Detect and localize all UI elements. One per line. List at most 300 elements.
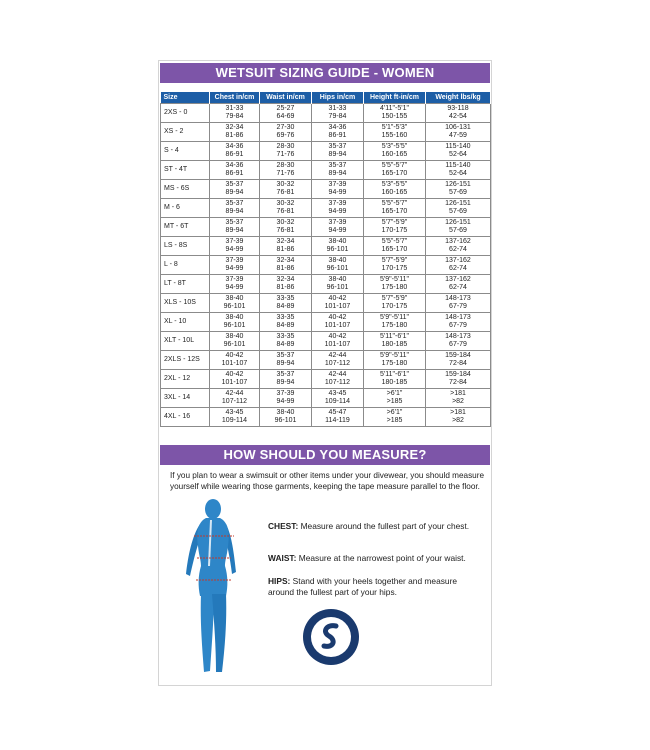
table-row xyxy=(161,389,491,408)
cell-value: 38-40 xyxy=(225,314,244,321)
cell-value: 71-76 xyxy=(276,170,295,177)
cell-value: 170-175 xyxy=(381,303,408,310)
measurement-cell xyxy=(260,142,312,161)
cell-value: >185 xyxy=(386,417,403,424)
size-cell: LS - 8S xyxy=(161,237,210,256)
table-row xyxy=(161,142,491,161)
measurement-cell xyxy=(210,180,260,199)
size-cell: M - 6 xyxy=(161,199,210,218)
cell-value: 84-89 xyxy=(276,303,295,310)
cell-value: 96-101 xyxy=(326,284,349,291)
wetsuit-figure xyxy=(170,496,260,681)
waist-text: Measure at the narrowest point of your waist. xyxy=(298,553,466,563)
size-cell: XS - 2 xyxy=(161,123,210,142)
hips-text: Stand with your heels together and measure around the fullest part of your hips. xyxy=(268,576,458,597)
cell-value: 34-36 xyxy=(328,124,347,131)
measure-title: HOW SHOULD YOU MEASURE? xyxy=(160,445,490,465)
cell-value: 165-170 xyxy=(381,208,408,215)
cell-value: 101-107 xyxy=(324,322,351,329)
cell-value: 4'11"-5'1" xyxy=(380,105,409,112)
cell-value: 52-64 xyxy=(449,151,467,158)
cell-value: >6'1" xyxy=(386,409,403,416)
measurement-cell xyxy=(260,199,312,218)
cell-value: 86-91 xyxy=(328,132,347,139)
cell-value: 69-76 xyxy=(276,132,295,139)
measurement-cell xyxy=(312,180,364,199)
hips-label: HIPS: xyxy=(268,576,291,586)
measurement-cell xyxy=(312,370,364,389)
cell-value: 37-39 xyxy=(276,390,295,397)
measurement-cell xyxy=(364,408,426,427)
measurement-cell xyxy=(364,180,426,199)
cell-value: >82 xyxy=(452,398,464,405)
cell-value: 159-184 xyxy=(445,352,471,359)
cell-value: 79-84 xyxy=(328,113,347,120)
measurement-cell xyxy=(210,408,260,427)
cell-value: 42-44 xyxy=(225,390,244,397)
cell-value: 107-112 xyxy=(324,360,351,367)
cell-value: 45-47 xyxy=(328,409,347,416)
measurement-cell xyxy=(426,199,491,218)
cell-value: 101-107 xyxy=(324,341,351,348)
cell-value: 94-99 xyxy=(225,284,244,291)
cell-value: 5'9"-5'11" xyxy=(380,352,409,359)
cell-value: >185 xyxy=(386,398,403,405)
cell-value: 30-32 xyxy=(276,200,295,207)
table-row xyxy=(161,408,491,427)
cell-value: 94-99 xyxy=(225,265,244,272)
measurement-cell xyxy=(210,313,260,332)
cell-value: 5'7"-5'9" xyxy=(381,295,408,302)
cell-value: 37-39 xyxy=(225,257,244,264)
cell-value: 126-151 xyxy=(445,219,471,226)
cell-value: 93-118 xyxy=(447,105,469,112)
cell-value: 52-64 xyxy=(449,170,467,177)
column-header: Waist in/cm xyxy=(260,92,312,104)
size-table xyxy=(160,92,491,427)
cell-value: 40-42 xyxy=(225,352,244,359)
cell-value: 28-30 xyxy=(276,143,295,150)
measurement-cell xyxy=(260,180,312,199)
measurement-cell xyxy=(426,237,491,256)
cell-value: 137-162 xyxy=(445,257,471,264)
cell-value: 170-175 xyxy=(381,227,408,234)
cell-value: 31-33 xyxy=(225,105,244,112)
cell-value: 37-39 xyxy=(225,276,244,283)
measurement-cell xyxy=(364,142,426,161)
table-row xyxy=(161,275,491,294)
measurement-cell xyxy=(210,161,260,180)
cell-value: 67-79 xyxy=(449,341,467,348)
measurement-cell xyxy=(260,275,312,294)
measurement-cell xyxy=(210,256,260,275)
cell-value: 35-37 xyxy=(276,352,295,359)
cell-value: 137-162 xyxy=(445,238,471,245)
cell-value: 89-94 xyxy=(225,189,244,196)
chest-text: Measure around the fullest part of your chest. xyxy=(300,521,470,531)
cell-value: 37-39 xyxy=(328,181,347,188)
cell-value: 62-74 xyxy=(449,265,467,272)
measurement-cell xyxy=(312,218,364,237)
size-cell: XLS - 10S xyxy=(161,294,210,313)
measurement-cell xyxy=(210,275,260,294)
cell-value: 37-39 xyxy=(225,238,244,245)
cell-value: >82 xyxy=(452,417,464,424)
cell-value: 115-140 xyxy=(445,143,471,150)
table-row xyxy=(161,161,491,180)
cell-value: 71-76 xyxy=(276,151,295,158)
measurement-cell xyxy=(426,161,491,180)
cell-value: 137-162 xyxy=(445,276,471,283)
cell-value: 115-140 xyxy=(445,162,471,169)
cell-value: 62-74 xyxy=(449,284,467,291)
measurement-cell xyxy=(312,142,364,161)
measurement-cell xyxy=(210,199,260,218)
measurement-cell xyxy=(210,237,260,256)
cell-value: 40-42 xyxy=(225,371,244,378)
cell-value: 43-45 xyxy=(328,390,347,397)
column-header: Weight lbs/kg xyxy=(426,92,491,104)
cell-value: 47-59 xyxy=(449,132,467,139)
cell-value: 35-37 xyxy=(276,371,295,378)
cell-value: 81-86 xyxy=(276,284,295,291)
cell-value: 106-131 xyxy=(445,124,471,131)
cell-value: 76-81 xyxy=(276,189,295,196)
measurement-cell xyxy=(312,408,364,427)
table-row xyxy=(161,294,491,313)
measurement-cell xyxy=(210,389,260,408)
cell-value: 94-99 xyxy=(225,246,244,253)
cell-value: 148-173 xyxy=(445,314,471,321)
cell-value: 5'5"-5'7" xyxy=(381,238,408,245)
cell-value: 30-32 xyxy=(276,181,295,188)
measurement-cell xyxy=(426,332,491,351)
measurement-cell xyxy=(312,332,364,351)
measurement-cell xyxy=(312,256,364,275)
measurement-cell xyxy=(426,142,491,161)
cell-value: 76-81 xyxy=(276,227,295,234)
measurement-cell xyxy=(260,237,312,256)
measurement-cell xyxy=(426,389,491,408)
cell-value: 42-54 xyxy=(449,113,467,120)
cell-value: 38-40 xyxy=(225,295,244,302)
measurement-cell xyxy=(312,161,364,180)
measurement-cell xyxy=(426,218,491,237)
measurement-cell xyxy=(426,351,491,370)
size-cell: ST - 4T xyxy=(161,161,210,180)
cell-value: 5'5"-5'7" xyxy=(381,162,408,169)
table-row xyxy=(161,199,491,218)
measurement-cell xyxy=(210,370,260,389)
cell-value: 38-40 xyxy=(225,333,244,340)
measurement-cell xyxy=(210,104,260,123)
size-cell: MT - 6T xyxy=(161,218,210,237)
column-header: Chest in/cm xyxy=(210,92,260,104)
measurement-cell xyxy=(312,389,364,408)
measurement-cell xyxy=(312,275,364,294)
measurement-cell xyxy=(426,180,491,199)
cell-value: 76-81 xyxy=(276,208,295,215)
cell-value: 64-69 xyxy=(276,113,295,120)
measurement-cell xyxy=(426,370,491,389)
table-row xyxy=(161,123,491,142)
cell-value: 89-94 xyxy=(225,208,244,215)
cell-value: 37-39 xyxy=(328,219,347,226)
measurement-cell xyxy=(260,370,312,389)
cell-value: 32-34 xyxy=(276,276,295,283)
size-cell: XLT - 10L xyxy=(161,332,210,351)
cell-value: 89-94 xyxy=(276,360,295,367)
measurement-cell xyxy=(364,370,426,389)
measurement-cell xyxy=(260,104,312,123)
cell-value: 96-101 xyxy=(223,303,246,310)
cell-value: 38-40 xyxy=(328,238,347,245)
hips-instruction xyxy=(268,576,478,598)
cell-value: 25-27 xyxy=(276,105,295,112)
cell-value: 5'7"-5'9" xyxy=(381,219,408,226)
cell-value: 126-151 xyxy=(445,181,471,188)
cell-value: >181 xyxy=(450,390,466,397)
cell-value: 96-101 xyxy=(326,265,349,272)
cell-value: 79-84 xyxy=(225,113,244,120)
chest-label: CHEST: xyxy=(268,521,299,531)
cell-value: 155-160 xyxy=(381,132,408,139)
cell-value: 57-69 xyxy=(449,227,467,234)
cell-value: 165-170 xyxy=(381,170,408,177)
cell-value: 5'9"-5'11" xyxy=(380,314,409,321)
measurement-cell xyxy=(364,275,426,294)
measurement-cell xyxy=(260,389,312,408)
cell-value: 40-42 xyxy=(328,295,347,302)
measurement-cell xyxy=(260,218,312,237)
cell-value: 72-84 xyxy=(449,360,467,367)
cell-value: 89-94 xyxy=(328,151,347,158)
cell-value: 84-89 xyxy=(276,322,295,329)
cell-value: 165-170 xyxy=(381,246,408,253)
cell-value: 109-114 xyxy=(324,398,351,405)
cell-value: 96-101 xyxy=(326,246,349,253)
cell-value: 5'3"-5'5" xyxy=(381,181,408,188)
cell-value: 5'9"-5'11" xyxy=(380,276,409,283)
cell-value: 96-101 xyxy=(274,417,297,424)
measurement-cell xyxy=(312,313,364,332)
cell-value: 37-39 xyxy=(328,200,347,207)
table-row xyxy=(161,332,491,351)
cell-value: 67-79 xyxy=(449,303,467,310)
size-cell: 3XL - 14 xyxy=(161,389,210,408)
measurement-cell xyxy=(364,199,426,218)
cell-value: 126-151 xyxy=(445,200,471,207)
cell-value: 86-91 xyxy=(225,151,244,158)
cell-value: 160-165 xyxy=(381,151,408,158)
waist-label: WAIST: xyxy=(268,553,297,563)
measurement-cell xyxy=(210,351,260,370)
cell-value: 170-175 xyxy=(381,265,408,272)
cell-value: 150-155 xyxy=(381,113,408,120)
cell-value: 81-86 xyxy=(225,132,244,139)
cell-value: 89-94 xyxy=(225,227,244,234)
cell-value: 148-173 xyxy=(445,333,471,340)
cell-value: 94-99 xyxy=(328,189,347,196)
cell-value: 72-84 xyxy=(449,379,467,386)
cell-value: 42-44 xyxy=(328,371,347,378)
measurement-cell xyxy=(364,313,426,332)
cell-value: 62-74 xyxy=(449,246,467,253)
waist-instruction xyxy=(268,553,478,564)
table-row xyxy=(161,351,491,370)
cell-value: 81-86 xyxy=(276,246,295,253)
cell-value: 86-91 xyxy=(225,170,244,177)
size-cell: MS - 6S xyxy=(161,180,210,199)
table-row xyxy=(161,370,491,389)
measurement-cell xyxy=(260,161,312,180)
measurement-cell xyxy=(312,237,364,256)
cell-value: 89-94 xyxy=(276,379,295,386)
size-cell: LT - 8T xyxy=(161,275,210,294)
cell-value: >6'1" xyxy=(386,390,403,397)
measurement-cell xyxy=(312,123,364,142)
cell-value: 42-44 xyxy=(328,352,347,359)
cell-value: 101-107 xyxy=(221,360,248,367)
cell-value: 35-37 xyxy=(225,219,244,226)
measurement-cell xyxy=(210,294,260,313)
cell-value: 38-40 xyxy=(328,257,347,264)
cell-value: 5'7"-5'9" xyxy=(381,257,408,264)
cell-value: 34-36 xyxy=(225,162,244,169)
measurement-cell xyxy=(364,123,426,142)
measurement-cell xyxy=(426,294,491,313)
measurement-cell xyxy=(312,351,364,370)
cell-value: 175-180 xyxy=(381,322,408,329)
cell-value: 175-180 xyxy=(381,284,408,291)
measurement-cell xyxy=(426,313,491,332)
measurement-cell xyxy=(260,294,312,313)
cell-value: >181 xyxy=(450,409,466,416)
cell-value: 31-33 xyxy=(328,105,347,112)
cell-value: 180-185 xyxy=(381,379,408,386)
cell-value: 28-30 xyxy=(276,162,295,169)
cell-value: 30-32 xyxy=(276,219,295,226)
cell-value: 33-35 xyxy=(276,314,295,321)
cell-value: 33-35 xyxy=(276,295,295,302)
cell-value: 148-173 xyxy=(445,295,471,302)
cell-value: 32-34 xyxy=(276,257,295,264)
sizing-guide-title: WETSUIT SIZING GUIDE - WOMEN xyxy=(160,63,490,83)
cell-value: 5'5"-5'7" xyxy=(381,200,408,207)
measurement-cell xyxy=(364,389,426,408)
cell-value: 27-30 xyxy=(276,124,295,131)
cell-value: 96-101 xyxy=(223,322,246,329)
measurement-cell xyxy=(260,256,312,275)
cell-value: 38-40 xyxy=(276,409,295,416)
cell-value: 159-184 xyxy=(445,371,471,378)
measurement-cell xyxy=(426,408,491,427)
cell-value: 107-112 xyxy=(324,379,351,386)
scubapro-logo xyxy=(302,608,360,666)
measurement-cell xyxy=(260,408,312,427)
cell-value: 5'3"-5'5" xyxy=(381,143,408,150)
table-row xyxy=(161,313,491,332)
table-row xyxy=(161,237,491,256)
cell-value: 32-34 xyxy=(276,238,295,245)
cell-value: 101-107 xyxy=(221,379,248,386)
measurement-cell xyxy=(426,123,491,142)
cell-value: 160-165 xyxy=(381,189,408,196)
table-row xyxy=(161,104,491,123)
measurement-cell xyxy=(364,294,426,313)
size-cell: S - 4 xyxy=(161,142,210,161)
size-cell: 2XLS - 12S xyxy=(161,351,210,370)
cell-value: 101-107 xyxy=(324,303,351,310)
measurement-cell xyxy=(312,199,364,218)
chest-instruction xyxy=(268,521,478,532)
measurement-cell xyxy=(364,351,426,370)
cell-value: 96-101 xyxy=(223,341,246,348)
cell-value: 57-69 xyxy=(449,189,467,196)
cell-value: 35-37 xyxy=(225,181,244,188)
size-cell: 4XL - 16 xyxy=(161,408,210,427)
cell-value: 94-99 xyxy=(328,208,347,215)
cell-value: 180-185 xyxy=(381,341,408,348)
cell-value: 107-112 xyxy=(221,398,248,405)
cell-value: 40-42 xyxy=(328,314,347,321)
table-row xyxy=(161,180,491,199)
cell-value: 33-35 xyxy=(276,333,295,340)
cell-value: 5'11"-6'1" xyxy=(380,371,409,378)
measurement-cell xyxy=(260,313,312,332)
cell-value: 81-86 xyxy=(276,265,295,272)
measurement-cell xyxy=(364,256,426,275)
table-row xyxy=(161,256,491,275)
cell-value: 38-40 xyxy=(328,276,347,283)
measurement-cell xyxy=(312,294,364,313)
size-cell: 2XL - 12 xyxy=(161,370,210,389)
measurement-cell xyxy=(210,123,260,142)
cell-value: 114-119 xyxy=(325,417,350,424)
measurement-cell xyxy=(312,104,364,123)
cell-value: 94-99 xyxy=(276,398,295,405)
column-header: Height ft-in/cm xyxy=(364,92,426,104)
size-cell: 2XS - 0 xyxy=(161,104,210,123)
cell-value: 57-69 xyxy=(449,208,467,215)
cell-value: 175-180 xyxy=(381,360,408,367)
measurement-cell xyxy=(364,332,426,351)
measurement-cell xyxy=(260,123,312,142)
cell-value: 67-79 xyxy=(449,322,467,329)
measurement-cell xyxy=(426,104,491,123)
measure-intro: If you plan to wear a swimsuit or other items under your divewear, you should measure yourself while wearing those garments, keeping the tape measure parallel to the floor. xyxy=(170,471,485,491)
measurement-cell xyxy=(364,218,426,237)
cell-value: 34-36 xyxy=(225,143,244,150)
cell-value: 84-89 xyxy=(276,341,295,348)
measurement-cell xyxy=(364,237,426,256)
measurement-cell xyxy=(426,256,491,275)
cell-value: 35-37 xyxy=(328,162,347,169)
measurement-cell xyxy=(364,161,426,180)
table-header-row xyxy=(161,92,491,104)
cell-value: 32-34 xyxy=(225,124,244,131)
cell-value: 5'11"-6'1" xyxy=(380,333,409,340)
measurement-cell xyxy=(260,351,312,370)
measurement-cell xyxy=(210,142,260,161)
column-header: Hips in/cm xyxy=(312,92,364,104)
table-row xyxy=(161,218,491,237)
size-cell: XL - 10 xyxy=(161,313,210,332)
measurement-cell xyxy=(210,218,260,237)
cell-value: 40-42 xyxy=(328,333,347,340)
cell-value: 43-45 xyxy=(225,409,244,416)
cell-value: 109-114 xyxy=(221,417,248,424)
